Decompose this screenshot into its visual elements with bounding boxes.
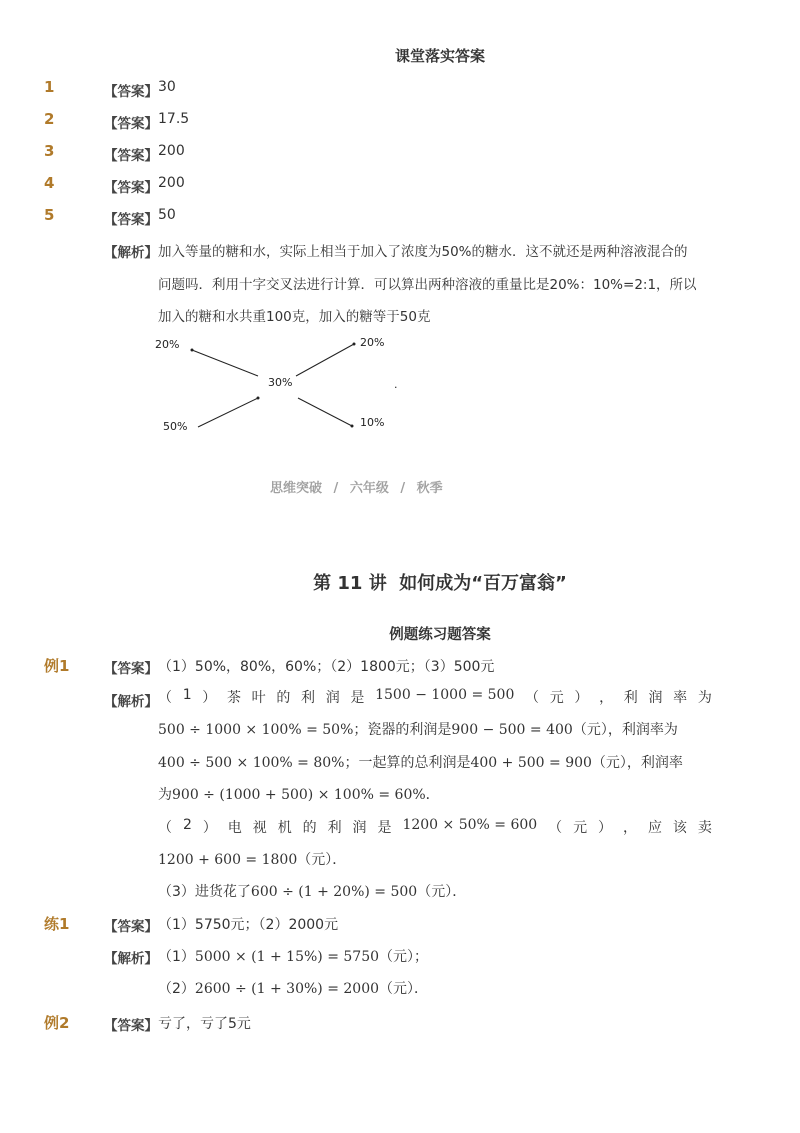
lecture-subtitle: 例题练习题答案	[389, 627, 491, 643]
analysis-tag: 【解析】	[104, 245, 158, 261]
answer-value: 200	[158, 143, 185, 159]
diagram-center: 30%	[268, 376, 293, 389]
analysis-tag: 【解析】	[104, 951, 158, 967]
ex1-analysis-line-5: （ 2 ） 电 视 机 的 利 润 是 1200 × 50% = 600 （ 元 ） ， 应 该 卖	[158, 817, 712, 836]
answer-tag: 【答案】	[104, 919, 158, 935]
footer-grade: 六年级	[349, 481, 389, 496]
ex1-analysis-line-6: 1200 + 600 = 1800（元）．	[158, 852, 347, 868]
answer-value: 200	[158, 175, 185, 191]
example-2-answer: 亏了，亏了5元	[158, 1016, 251, 1032]
diagram-bottom-left: 50%	[163, 420, 188, 433]
diagram-top-left: 20%	[155, 338, 180, 351]
diagram-line-tr	[296, 344, 354, 376]
ex1-analysis-line-7: （3）进货花了600 ÷ (1 + 20%) = 500（元）．	[158, 884, 467, 900]
answer-value: 30	[158, 79, 176, 95]
answer-tag: 【答案】	[104, 148, 158, 164]
answer-tag: 【答案】	[104, 661, 158, 677]
footer-sep: /	[333, 481, 339, 496]
ex1-analysis-line-1: （ 1 ） 茶 叶 的 利 润 是 1500 − 1000 = 500 （ 元 ） ， 利 润 率 为	[158, 687, 712, 706]
example-1-answer: （1）50%，80%，60%；（2）1800元；（3）500元	[158, 659, 495, 675]
answer-tag: 【答案】	[104, 212, 158, 228]
answer-tag: 【答案】	[104, 116, 158, 132]
diagram-line-tl	[192, 350, 258, 376]
item-number: 3	[44, 142, 55, 160]
ex1-analysis-line-2: 500 ÷ 1000 × 100% = 50%；瓷器的利润是900 − 500 = 400（元），利润率为	[158, 722, 678, 738]
diagram-line-br	[298, 398, 352, 426]
practice-1-answer: （1）5750元；（2）2000元	[158, 917, 339, 933]
ex1-analysis-line-4: 为900 ÷ (1000 + 500) × 100% = 60%．	[158, 787, 440, 803]
diagram-dot: .	[394, 378, 398, 391]
item-number: 1	[44, 78, 55, 96]
answer-tag: 【答案】	[104, 84, 158, 100]
diagram-line-bl	[198, 398, 258, 427]
analysis-line-1: 加入等量的糖和水，实际上相当于加入了浓度为50%的糖水．这不就还是两种溶液混合的	[158, 244, 688, 260]
answer-value: 50	[158, 207, 176, 223]
diagram-top-right: 20%	[360, 336, 385, 349]
section-title: 课堂落实答案	[394, 47, 485, 65]
ex1-analysis-line-3: 400 ÷ 500 × 100% = 80%；一起算的总利润是400 + 500 = 900（元），利润率	[158, 755, 683, 771]
pr1-analysis-line-2: （2）2600 ÷ (1 + 30%) = 2000（元）．	[158, 981, 429, 997]
answer-value: 17.5	[158, 111, 190, 127]
answer-tag: 【答案】	[104, 180, 158, 196]
item-number: 2	[44, 110, 55, 128]
item-number: 5	[44, 206, 55, 224]
cross-method-diagram	[150, 332, 410, 444]
footer-sep: /	[400, 481, 406, 496]
footer-term: 秋季	[416, 481, 443, 496]
footer-course: 思维突破	[270, 481, 323, 496]
analysis-line-3: 加入的糖和水共重100克，加入的糖等于50克	[158, 309, 431, 325]
lecture-title: 第 11 讲 如何成为“百万富翁”	[313, 573, 567, 594]
practice-label: 练1	[44, 915, 70, 933]
example-label: 例1	[44, 657, 70, 675]
page-footer	[270, 477, 443, 496]
diagram-bottom-right: 10%	[360, 416, 385, 429]
example-label: 例2	[44, 1014, 70, 1032]
analysis-tag: 【解析】	[104, 694, 158, 710]
analysis-line-2: 问题吗．利用十字交叉法进行计算．可以算出两种溶液的重量比是20%：10%=2:1，所以	[158, 277, 697, 293]
answer-tag: 【答案】	[104, 1018, 158, 1034]
item-number: 4	[44, 174, 55, 192]
pr1-analysis-line-1: （1）5000 × (1 + 15%) = 5750（元）；	[158, 949, 429, 965]
